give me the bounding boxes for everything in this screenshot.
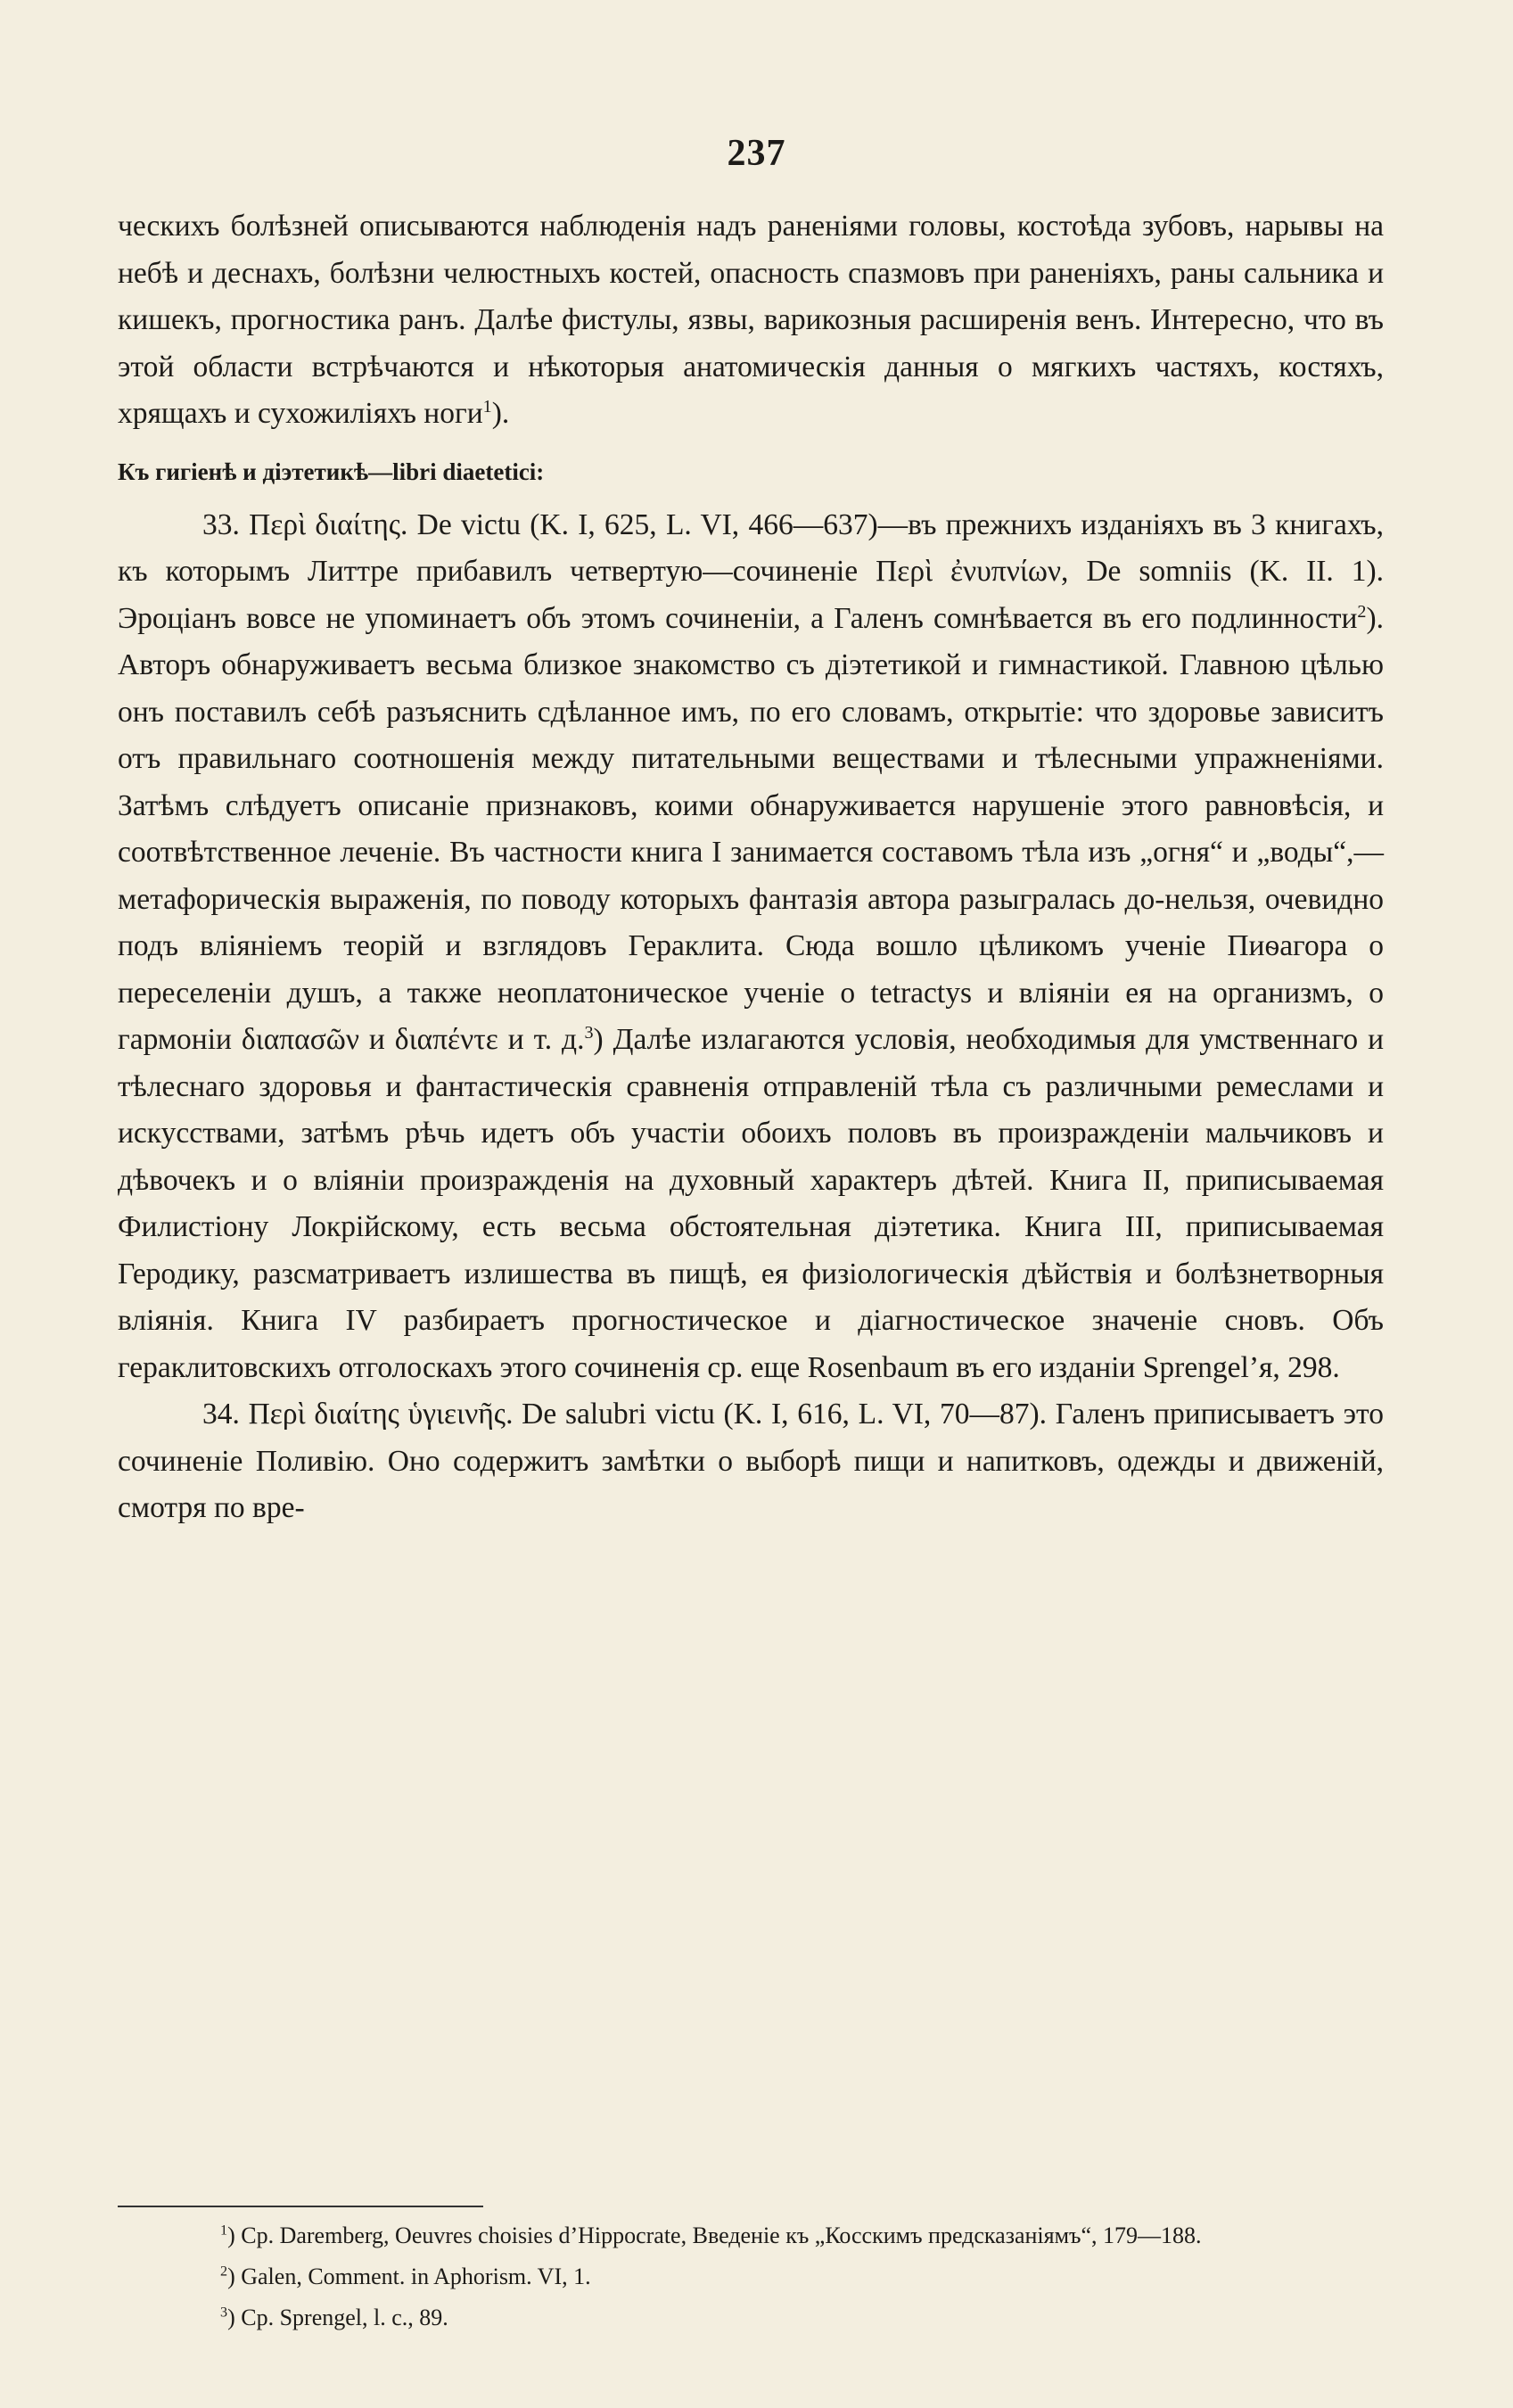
paragraph-text: 33. Περὶ διαίτης. De victu (K. I, 625, L. VI, 466—637)—въ прежнихъ изданіяхъ въ 3 книгахъ, къ которымъ Литтре прибавилъ четвертую—сочиненіе Περὶ ἐνυπνίων, De somniis (K. II. 1). Эроціанъ вовсе не упоминаетъ объ этомъ сочиненіи, а Галенъ сомнѣвается въ его подлинности: [118, 507, 1384, 635]
footnote-mark: 1: [220, 2222, 228, 2239]
footnote-ref: 2: [1357, 601, 1367, 622]
footnote-text: Ср. Daremberg, Oeuvres choisies d’Hippocrate, Введеніе къ „Косскимъ предсказаніямъ“, 179—188.: [241, 2222, 1202, 2248]
footnote-mark: 3: [220, 2305, 228, 2321]
footnotes: [118, 2215, 1384, 2338]
main-text: [118, 203, 1384, 1532]
footnote-text: Ср. Sprengel, l. c., 89.: [241, 2305, 448, 2330]
footnote-1: $^1$) Ср. Daremberg, Oeuvres choisies d’Hippocrate, Введеніе къ „Косскимъ предсказаніямъ“, 179—188.: [220, 2222, 1202, 2248]
footnote-2: $^2$) Galen, Comment. in Aphorism. VI, 1.: [220, 2264, 591, 2289]
paragraph-text: Авторъ обнаруживаетъ весьма близкое знакомство съ діэтетикой и гимнастикой. Главною цѣлью онъ поставилъ себѣ разъяснить сдѣланное имъ, по его словамъ, открытіе: что здоровье зависитъ отъ правильнаго соотношенія между питательными веществами и тѣлесными упражненіями. Затѣмъ слѣдуетъ описаніе признаковъ, коими обнаруживается нарушеніе этого равновѣсія, и соотвѣтственное леченіе. Въ частности книга I занимается составомъ тѣла изъ „огня“ и „воды“,—метафорическія выраженія, по поводу которыхъ фантазія автора разыгралась до-нельзя, очевидно подъ вліяніемъ теорій и взглядовъ Гераклита. Сюда вошло цѣликомъ ученіе Пиѳагора о переселеніи душъ, а также неоплатоническое ученіе о tetractys и вліяніи ея на организмъ, о гармоніи διαπασῶν и διαπέντε и т. д.: [118, 648, 1384, 1056]
footnote-mark: 2: [220, 2264, 228, 2280]
page-number: 237: [727, 133, 786, 174]
footnote-ref: 1: [482, 396, 492, 416]
paragraph-item-34: [118, 1391, 1384, 1532]
paragraph-item-33: 33. Περὶ διαίτης. De victu (K. I, 625, L. VI, 466—637)—въ прежнихъ изданіяхъ въ 3 книгахъ, къ которымъ Литтре прибавилъ четвертую—сочиненіе Περὶ ἐνυπνίων, De somniis (K. II. 1). Эроціанъ вовсе не упоминаетъ объ этомъ сочиненіи, а Галенъ сомнѣвается въ его подлинности$^2$). Авторъ обнаруживаетъ весьма близкое знакомство съ діэтетикой и гимнастикой. Главною цѣлью онъ поставилъ себѣ разъяснить сдѣланное имъ, по его словамъ, открытіе: что здоровье зависитъ отъ правильнаго соотношенія между питательными веществами и тѣлесными упражненіями. Затѣмъ слѣдуетъ описаніе признаковъ, коими обнаруживается нарушеніе этого равновѣсія, и соотвѣтственное леченіе. Въ частности книга I занимается составомъ тѣла изъ „огня“ и „воды“,—метафорическія выраженія, по поводу которыхъ фантазія автора разыгралась до-нельзя, очевидно подъ вліяніемъ теорій и взглядовъ Гераклита. Сюда вошло цѣликомъ ученіе Пиѳагора о переселеніи душъ, а также неоплатоническое ученіе о tetractys и вліяніи ея на организмъ, о гармоніи διαπασῶν и διαπέντε и т. д.$^3$) Далѣе излагаются условія, необходимыя для умственнаго и тѣлеснаго здоровья и фантастическія сравненія отправленій тѣла съ различными ремеслами и искусствами, затѣмъ рѣчь идетъ объ участіи обоихъ половъ въ произражденіи мальчиковъ и дѣвочекъ и о вліяніи произражденія на духовный характеръ дѣтей. Книга II, приписываемая Филистіону Локрійскому, есть весьма обстоятельная діэтетика. Книга III, приписываемая Геродику, разсматриваетъ излишества въ пищѣ, ея физіологическія дѣйствія и болѣзнетворныя вліянія. Книга IV разбираетъ прогностическое и діагностическое значеніе сновъ. Объ гераклитовскихъ отголоскахъ этого сочиненія ср. еще Rosenbaum въ его изданіи Sprengel’я, 298.: [118, 507, 1385, 1384]
paragraph-text: 34. Περὶ διαίτης ὑγιεινῆς. De salubri victu (K. I, 616, L. VI, 70—87). Галенъ приписываетъ это сочиненіе Поливію. Оно содержитъ замѣтки о выборѣ пищи и напитковъ, одежды и движеній, смотря по вре-: [118, 1398, 1384, 1524]
paragraph-text: Далѣе излагаются условія, необходимыя для умственнаго и тѣлеснаго здоровья и фантастическія сравненія отправленій тѣла съ различными ремеслами и искусствами, затѣмъ рѣчь идетъ объ участіи обоихъ половъ въ произражденіи мальчиковъ и дѣвочекъ и о вліяніи произражденія на духовный характеръ дѣтей. Книга II, приписываемая Филистіону Локрійскому, есть весьма обстоятельная діэтетика. Книга III, приписываемая Геродику, разсматриваетъ излишества въ пищѣ, ея физіологическія дѣйствія и болѣзнетворныя вліянія. Книга IV разбираетъ прогностическое и діагностическое значеніе сновъ. Объ гераклитовскихъ отголоскахъ этого сочиненія ср. еще Rosenbaum въ его изданіи Sprengel’я, 298.: [118, 1023, 1385, 1384]
footnote-divider: [118, 2206, 483, 2207]
footnote-ref: 3: [584, 1022, 594, 1043]
footnote-3: $^3$) Ср. Sprengel, l. c., 89.: [220, 2305, 448, 2330]
paragraph-continuation: ческихъ болѣзней описываются наблюденія надъ раненіями головы, костоѣда зубовъ, нарывы на небѣ и деснахъ, болѣзни челюстныхъ костей, опасность спазмовъ при раненіяхъ, раны сальника и кишекъ, прогностика ранъ. Далѣе фистулы, язвы, варикозныя расширенія венъ. Интересно, что въ этой области встрѣчаются и нѣкоторыя анатомическія данныя о мягкихъ частяхъ, костяхъ, хрящахъ и сухожиліяхъ ноги$^1$).: [118, 210, 1384, 430]
section-heading: Къ гигіенѣ и діэтетикѣ—libri diaetetici:: [118, 458, 545, 485]
paragraph-text: ческихъ болѣзней описываются наблюденія надъ раненіями головы, костоѣда зубовъ, нарывы на небѣ и деснахъ, болѣзни челюстныхъ костей, опасность спазмовъ при раненіяхъ, раны сальника и кишекъ, прогностика ранъ. Далѣе фистулы, язвы, варикозныя расширенія венъ. Интересно, что въ этой области встрѣчаются и нѣкоторыя анатомическія данныя о мягкихъ частяхъ, костяхъ, хрящахъ и сухожиліяхъ ноги: [118, 210, 1384, 430]
footnote-text: Galen, Comment. in Aphorism. VI, 1.: [241, 2264, 591, 2289]
